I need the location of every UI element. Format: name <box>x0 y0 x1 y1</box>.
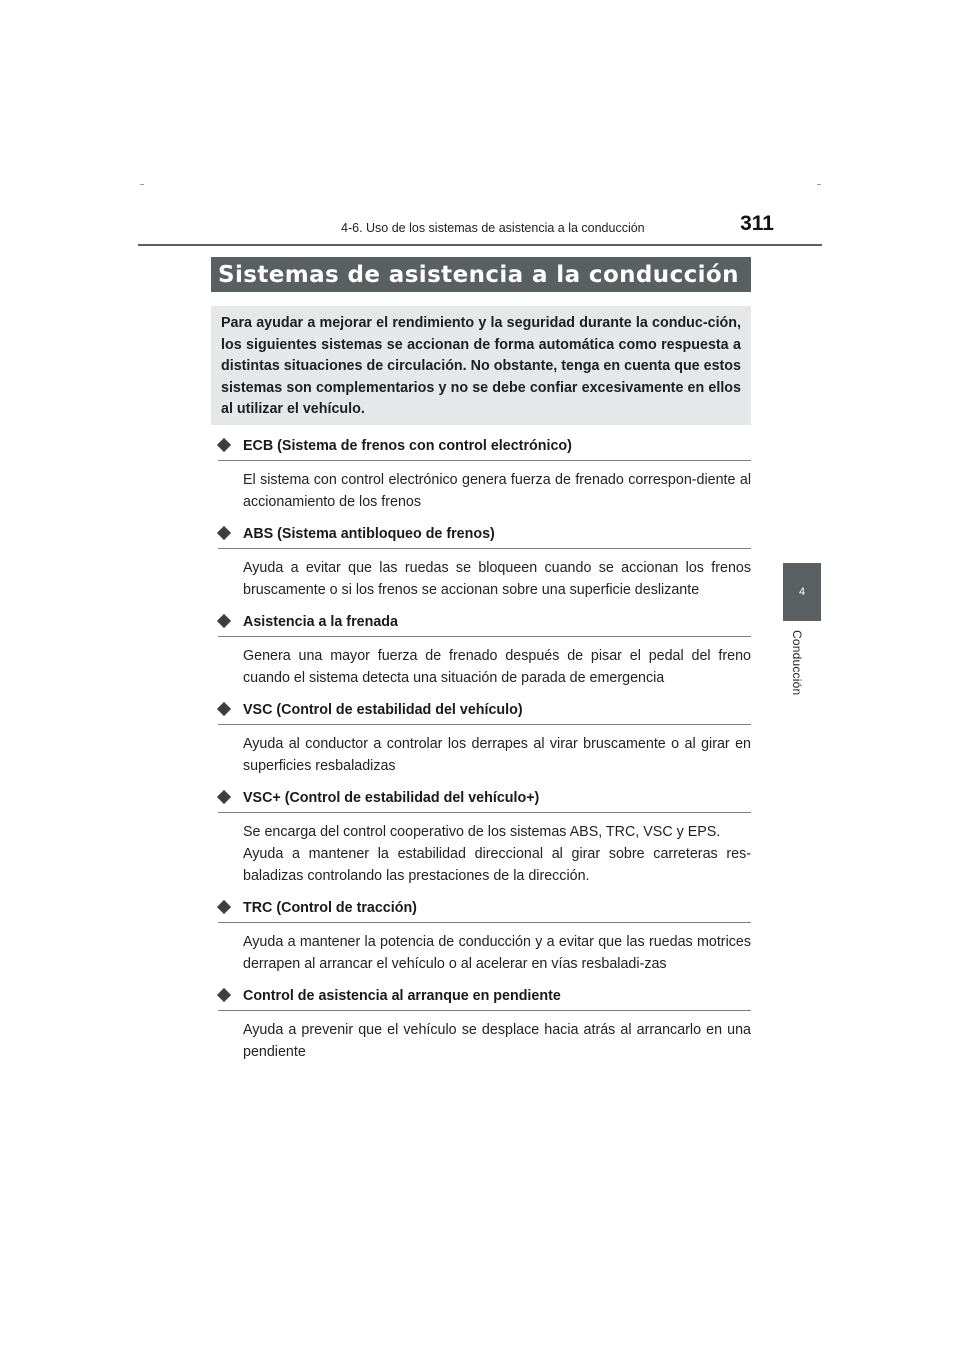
feature-description <box>243 469 751 513</box>
feature-heading <box>218 436 751 461</box>
feature-description <box>243 645 751 689</box>
feature-paragraph: Ayuda a mantener la estabilidad direccional al girar sobre carreteras res-baladizas controlando las prestaciones de la dirección. <box>243 846 751 884</box>
feature-list <box>218 436 751 1074</box>
feature-title: ABS (Sistema antibloqueo de frenos) <box>243 526 495 542</box>
feature-heading <box>218 986 751 1011</box>
feature-title: ECB (Sistema de frenos con control electrónico) <box>243 438 572 454</box>
section-header: 4-6. Uso de los sistemas de asistencia a la conducción <box>341 221 645 235</box>
crop-mark-right <box>817 184 821 185</box>
feature-paragraph: El sistema con control electrónico genera fuerza de frenado correspon-diente al accionamiento de los frenos <box>243 472 751 510</box>
feature-description <box>243 931 751 975</box>
feature-description <box>243 1019 751 1063</box>
feature-item <box>218 788 751 887</box>
feature-paragraph: Ayuda a mantener la potencia de conducción y a evitar que las ruedas motrices derrapen al arrancar el vehículo o al acelerar en vías resbaladi-zas <box>243 934 751 972</box>
header-divider <box>138 244 822 246</box>
diamond-bullet-icon <box>217 702 231 716</box>
feature-description <box>243 733 751 777</box>
diamond-bullet-icon <box>217 900 231 914</box>
feature-description <box>243 557 751 601</box>
feature-heading <box>218 788 751 813</box>
diamond-bullet-icon <box>217 526 231 540</box>
chapter-tab: 4 <box>783 563 821 621</box>
feature-item <box>218 612 751 689</box>
intro-box <box>211 306 751 425</box>
feature-item <box>218 700 751 777</box>
feature-paragraph: Ayuda a prevenir que el vehículo se desplace hacia atrás al arrancarlo en una pendiente <box>243 1022 751 1060</box>
diamond-bullet-icon <box>217 988 231 1002</box>
feature-title: VSC+ (Control de estabilidad del vehículo+) <box>243 790 540 806</box>
feature-title: VSC (Control de estabilidad del vehículo) <box>243 702 523 718</box>
feature-paragraph: Ayuda al conductor a controlar los derrapes al virar bruscamente o al girar en superficies resbaladizas <box>243 736 751 774</box>
feature-heading <box>218 612 751 637</box>
feature-item <box>218 436 751 513</box>
feature-heading <box>218 524 751 549</box>
feature-item <box>218 986 751 1063</box>
feature-description <box>243 821 751 887</box>
crop-mark-left <box>140 184 144 185</box>
feature-heading <box>218 898 751 923</box>
feature-heading <box>218 700 751 725</box>
page-number: 311 <box>740 212 774 235</box>
feature-paragraph: Se encarga del control cooperativo de los sistemas ABS, TRC, VSC y EPS. <box>243 824 721 840</box>
feature-paragraph: Genera una mayor fuerza de frenado después de pisar el pedal del freno cuando el sistema detecta una situación de parada de emergencia <box>243 648 751 686</box>
feature-title: Control de asistencia al arranque en pendiente <box>243 988 561 1004</box>
diamond-bullet-icon <box>217 614 231 628</box>
diamond-bullet-icon <box>217 438 231 452</box>
feature-item <box>218 524 751 601</box>
feature-title: Asistencia a la frenada <box>243 614 398 630</box>
chapter-label: Conducción <box>790 630 804 696</box>
feature-item <box>218 898 751 975</box>
feature-paragraph: Ayuda a evitar que las ruedas se bloqueen cuando se accionan los frenos bruscamente o si los frenos se accionan sobre una superficie deslizante <box>243 560 751 598</box>
intro-text: Para ayudar a mejorar el rendimiento y la seguridad durante la conduc-ción, los siguientes sistemas se accionan de forma automática como respuesta a distintas situaciones de circulación. No obstante, tenga en cuenta que estos sistemas son complementarios y no se debe confiar excesivamente en ellos al utilizar el vehículo. <box>221 315 741 417</box>
feature-title: TRC (Control de tracción) <box>243 900 417 916</box>
title-bar <box>211 257 751 292</box>
diamond-bullet-icon <box>217 790 231 804</box>
page-title: Sistemas de asistencia a la conducción <box>218 262 739 288</box>
